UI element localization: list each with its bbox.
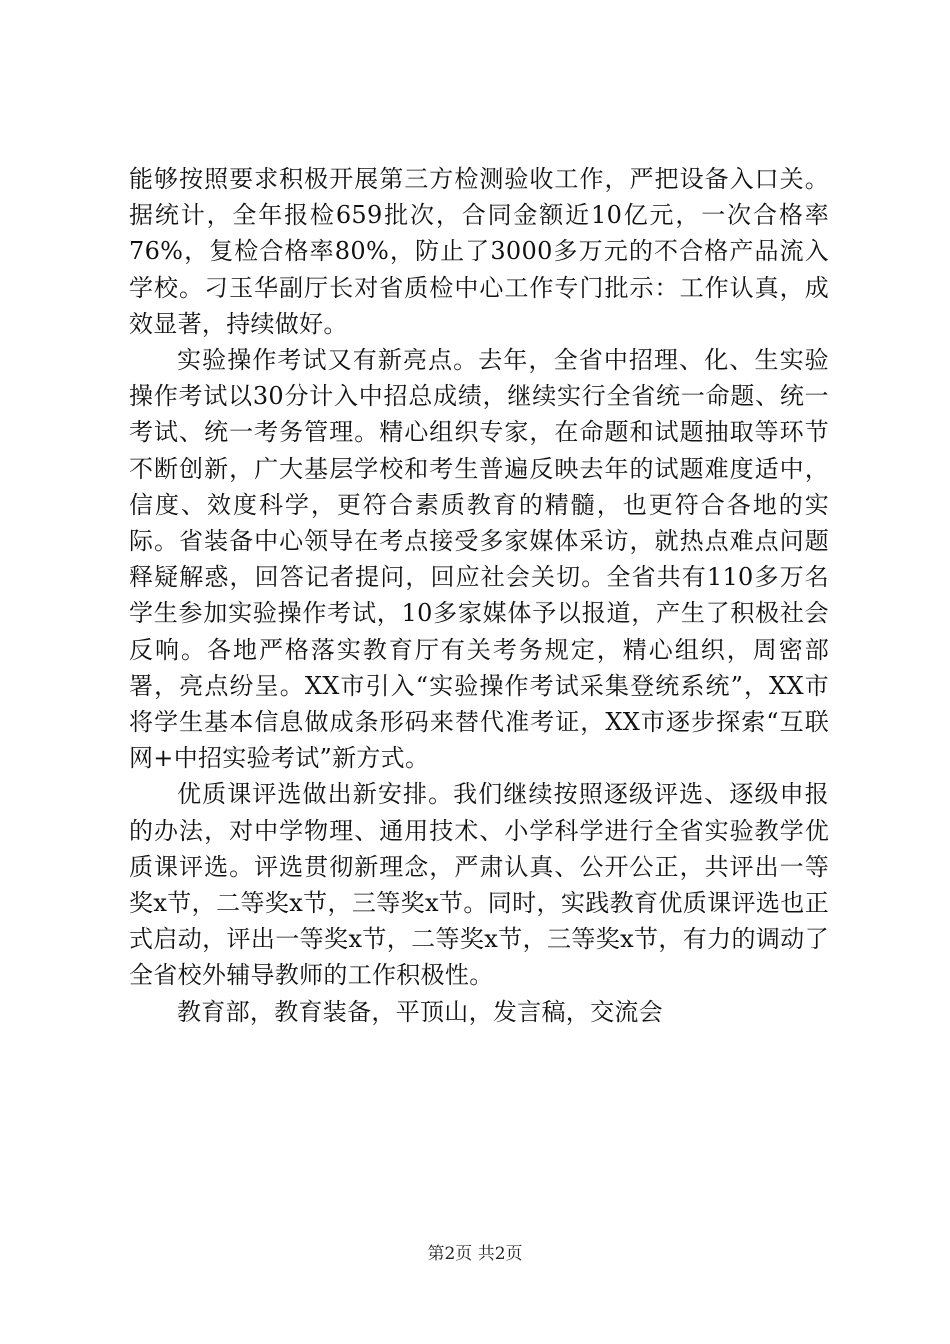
page-number-footer: 第2页 共2页 (427, 1244, 523, 1264)
paragraph-keywords: 教育部，教育装备，平顶山，发言稿，交流会 (177, 997, 663, 1026)
paragraph-inspection: 能够按照要求积极开展第三方检测验收工作，严把设备入口关。据统计，全年报检659批次，合同金额近10亿元，一次合格率76%，复检合格率80%，防止了3000多万元的不合格产品流入学校。刁玉华副厅长对省质检中心工作专门批示：工作认真，成效显著，持续做好。 (129, 165, 829, 338)
paragraph-quality-course: 优质课评选做出新安排。我们继续按照逐级评选、逐级申报的办法，对中学物理、通用技术、小学科学进行全省实验教学优质课评选。评选贯彻新理念，严肃认真、公开公正，共评出一等奖x节，二等奖x节，三等奖x节。同时，实践教育优质课评选也正式启动，评出一等奖x节，二等奖x节，三等奖x节，有力的调动了全省校外辅导教师的工作积极性。 (129, 780, 829, 990)
document-body (129, 161, 829, 1030)
paragraph-experiment-exam: 实验操作考试又有新亮点。去年，全省中招理、化、生实验操作考试以30分计入中招总成绩，继续实行全省统一命题、统一考试、统一考务管理。精心组织专家，在命题和试题抽取等环节不断创新，广大基层学校和考生普遍反映去年的试题难度适中，信度、效度科学，更符合素质教育的精髓，也更符合各地的实际。省装备中心领导在考点接受多家媒体采访，就热点难点问题释疑解惑，回答记者提问，回应社会关切。全省共有110多万名学生参加实验操作考试，10多家媒体予以报道，产生了积极社会反响。各地严格落实教育厅有关考务规定，精心组织，周密部署，亮点纷呈。XX市引入“实验操作考试采集登统系统”，XX市将学生基本信息做成条形码来替代准考证，XX市逐步探索“互联网+中招实验考试”新方式。 (129, 346, 829, 773)
